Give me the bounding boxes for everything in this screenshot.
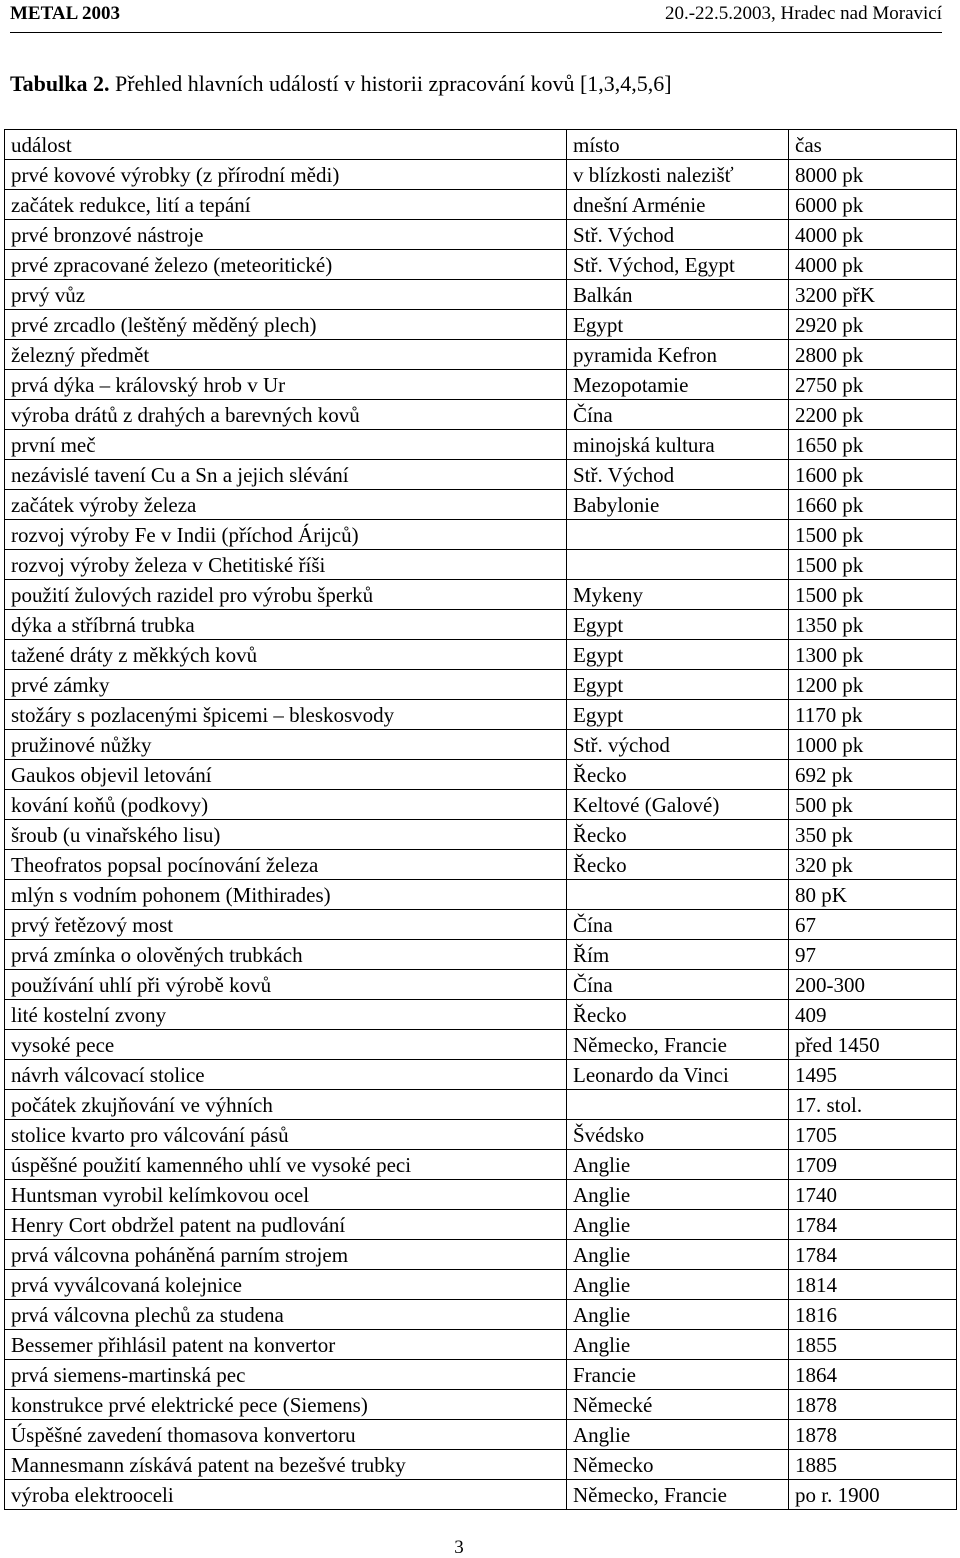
- table-row: [5, 700, 957, 730]
- table-row: [5, 880, 957, 910]
- cell-time: 200-300: [789, 970, 957, 1000]
- table-row: [5, 610, 957, 640]
- conference-name: METAL 2003: [10, 3, 120, 24]
- cell-event: prvá zmínka o olověných trubkách: [5, 940, 567, 970]
- table-row: [5, 1300, 957, 1330]
- table-row: [5, 850, 957, 880]
- cell-time: 2800 pk: [789, 340, 957, 370]
- table-row: [5, 160, 957, 190]
- table-row: [5, 1420, 957, 1450]
- table-row: [5, 1330, 957, 1360]
- cell-event: prvá válcovna poháněná parním strojem: [5, 1240, 567, 1270]
- cell-place: Egypt: [567, 610, 789, 640]
- cell-place: Německo, Francie: [567, 1030, 789, 1060]
- cell-time: 409: [789, 1000, 957, 1030]
- conference-date-place: 20.-22.5.2003, Hradec nad Moravicí: [664, 3, 942, 24]
- cell-event: mlýn s vodním pohonem (Mithirades): [5, 880, 567, 910]
- cell-place: Anglie: [567, 1240, 789, 1270]
- cell-event: Gaukos objevil letování: [5, 760, 567, 790]
- cell-event: prvý řetězový most: [5, 910, 567, 940]
- table-row: [5, 970, 957, 1000]
- table-row: [5, 1240, 957, 1270]
- cell-time: 1885: [789, 1450, 957, 1480]
- cell-place: v blízkosti nalezišť: [567, 160, 789, 190]
- cell-event: první meč: [5, 430, 567, 460]
- cell-event: dýka a stříbrná trubka: [5, 610, 567, 640]
- cell-place: Stř. Východ: [567, 220, 789, 250]
- cell-time: 80 pK: [789, 880, 957, 910]
- page-header: [10, 2, 942, 33]
- table-row: [5, 670, 957, 700]
- table-row: [5, 340, 957, 370]
- cell-time: 8000 pk: [789, 160, 957, 190]
- table-row: [5, 1270, 957, 1300]
- cell-place: Francie: [567, 1360, 789, 1390]
- cell-place: Egypt: [567, 310, 789, 340]
- table-row: [5, 280, 957, 310]
- cell-place: minojská kultura: [567, 430, 789, 460]
- cell-time: 2750 pk: [789, 370, 957, 400]
- cell-event: rozvoj výroby železa v Chetitiské říši: [5, 550, 567, 580]
- table-row: [5, 370, 957, 400]
- table-row: [5, 310, 957, 340]
- cell-event: prvé kovové výrobky (z přírodní mědi): [5, 160, 567, 190]
- cell-event: rozvoj výroby Fe v Indii (příchod Árijců): [5, 520, 567, 550]
- table-row: [5, 400, 957, 430]
- table-row: [5, 1360, 957, 1390]
- cell-event: prvé zrcadlo (leštěný měděný plech): [5, 310, 567, 340]
- column-header-time: čas: [789, 130, 957, 160]
- cell-place: Stř. východ: [567, 730, 789, 760]
- cell-event: prvé bronzové nástroje: [5, 220, 567, 250]
- table-row: [5, 910, 957, 940]
- table-row: [5, 490, 957, 520]
- cell-event: začátek výroby železa: [5, 490, 567, 520]
- table-row: [5, 250, 957, 280]
- cell-event: použití žulových razidel pro výrobu šperků: [5, 580, 567, 610]
- cell-time: 1170 pk: [789, 700, 957, 730]
- cell-time: 1855: [789, 1330, 957, 1360]
- cell-event: prvá siemens-martinská pec: [5, 1360, 567, 1390]
- cell-time: 17. stol.: [789, 1090, 957, 1120]
- cell-time: 692 pk: [789, 760, 957, 790]
- page-number: 3: [454, 1537, 464, 1558]
- cell-place: [567, 520, 789, 550]
- column-header-event: událost: [5, 130, 567, 160]
- table-caption: [10, 70, 672, 98]
- cell-time: 1200 pk: [789, 670, 957, 700]
- cell-event: Bessemer přihlásil patent na konvertor: [5, 1330, 567, 1360]
- cell-event: používání uhlí při výrobě kovů: [5, 970, 567, 1000]
- cell-event: vysoké pece: [5, 1030, 567, 1060]
- cell-time: 4000 pk: [789, 250, 957, 280]
- table-row: [5, 1480, 957, 1510]
- cell-place: Stř. Východ: [567, 460, 789, 490]
- cell-event: výroba drátů z drahých a barevných kovů: [5, 400, 567, 430]
- table-row: [5, 940, 957, 970]
- table-row: [5, 430, 957, 460]
- cell-time: 320 pk: [789, 850, 957, 880]
- cell-event: Mannesmann získává patent na bezešvé trubky: [5, 1450, 567, 1480]
- cell-place: Stř. Východ, Egypt: [567, 250, 789, 280]
- cell-time: 1878: [789, 1390, 957, 1420]
- column-header-place: místo: [567, 130, 789, 160]
- cell-time: 1495: [789, 1060, 957, 1090]
- cell-event: prvá dýka – královský hrob v Ur: [5, 370, 567, 400]
- cell-time: 67: [789, 910, 957, 940]
- cell-time: 1500 pk: [789, 550, 957, 580]
- cell-event: úspěšné použití kamenného uhlí ve vysoké peci: [5, 1150, 567, 1180]
- table-row: [5, 640, 957, 670]
- cell-place: Řecko: [567, 760, 789, 790]
- cell-time: 6000 pk: [789, 190, 957, 220]
- cell-event: počátek zkujňování ve výhních: [5, 1090, 567, 1120]
- cell-place: Keltové (Galové): [567, 790, 789, 820]
- cell-place: Čína: [567, 910, 789, 940]
- cell-place: Řecko: [567, 1000, 789, 1030]
- cell-place: Německo: [567, 1450, 789, 1480]
- cell-place: pyramida Kefron: [567, 340, 789, 370]
- cell-time: 2200 pk: [789, 400, 957, 430]
- table-row: [5, 520, 957, 550]
- cell-event: začátek redukce, lití a tepání: [5, 190, 567, 220]
- table-caption-label: Tabulka 2.: [10, 71, 110, 96]
- cell-time: 1500 pk: [789, 520, 957, 550]
- cell-event: nezávislé tavení Cu a Sn a jejich slévání: [5, 460, 567, 490]
- table-row: [5, 1210, 957, 1240]
- cell-place: Německé: [567, 1390, 789, 1420]
- table-caption-text: Přehled hlavních událostí v historii zpracování kovů [1,3,4,5,6]: [109, 71, 672, 96]
- cell-event: prvá vyválcovaná kolejnice: [5, 1270, 567, 1300]
- cell-time: 1864: [789, 1360, 957, 1390]
- table-row: [5, 1450, 957, 1480]
- table-row: [5, 790, 957, 820]
- cell-time: před 1450: [789, 1030, 957, 1060]
- cell-event: stolice kvarto pro válcování pásů: [5, 1120, 567, 1150]
- cell-event: tažené dráty z měkkých kovů: [5, 640, 567, 670]
- cell-place: Anglie: [567, 1180, 789, 1210]
- cell-time: 1709: [789, 1150, 957, 1180]
- cell-event: šroub (u vinařského lisu): [5, 820, 567, 850]
- cell-event: prvý vůz: [5, 280, 567, 310]
- cell-place: Egypt: [567, 700, 789, 730]
- cell-place: Mezopotamie: [567, 370, 789, 400]
- cell-place: Řecko: [567, 820, 789, 850]
- cell-place: dnešní Arménie: [567, 190, 789, 220]
- table-row: [5, 730, 957, 760]
- cell-event: výroba elektrooceli: [5, 1480, 567, 1510]
- cell-event: stožáry s pozlacenými špicemi – bleskosvody: [5, 700, 567, 730]
- table-row: [5, 580, 957, 610]
- cell-place: Anglie: [567, 1150, 789, 1180]
- cell-place: Řím: [567, 940, 789, 970]
- cell-place: Leonardo da Vinci: [567, 1060, 789, 1090]
- cell-place: Balkán: [567, 280, 789, 310]
- table-row: [5, 1060, 957, 1090]
- cell-place: Anglie: [567, 1300, 789, 1330]
- cell-time: 1300 pk: [789, 640, 957, 670]
- table-row: [5, 550, 957, 580]
- cell-event: železný předmět: [5, 340, 567, 370]
- cell-event: prvé zámky: [5, 670, 567, 700]
- cell-time: 3200 přK: [789, 280, 957, 310]
- cell-place: Švédsko: [567, 1120, 789, 1150]
- cell-place: Čína: [567, 400, 789, 430]
- table-row: [5, 1090, 957, 1120]
- cell-time: 4000 pk: [789, 220, 957, 250]
- cell-place: Egypt: [567, 670, 789, 700]
- cell-event: Huntsman vyrobil kelímkovou ocel: [5, 1180, 567, 1210]
- cell-time: 1600 pk: [789, 460, 957, 490]
- cell-time: 1740: [789, 1180, 957, 1210]
- table-row: [5, 760, 957, 790]
- cell-place: Anglie: [567, 1210, 789, 1240]
- table-row: [5, 220, 957, 250]
- table-row: [5, 820, 957, 850]
- cell-place: Čína: [567, 970, 789, 1000]
- cell-event: pružinové nůžky: [5, 730, 567, 760]
- cell-event: Henry Cort obdržel patent na pudlování: [5, 1210, 567, 1240]
- cell-time: 500 pk: [789, 790, 957, 820]
- table-row: [5, 1150, 957, 1180]
- table-row: [5, 1180, 957, 1210]
- cell-time: 97: [789, 940, 957, 970]
- cell-time: 1878: [789, 1420, 957, 1450]
- cell-time: po r. 1900: [789, 1480, 957, 1510]
- cell-place: Mykeny: [567, 580, 789, 610]
- cell-event: konstrukce prvé elektrické pece (Siemens): [5, 1390, 567, 1420]
- cell-time: 1660 pk: [789, 490, 957, 520]
- cell-time: 1500 pk: [789, 580, 957, 610]
- table-row: [5, 1000, 957, 1030]
- cell-place: Egypt: [567, 640, 789, 670]
- cell-place: [567, 550, 789, 580]
- cell-time: 2920 pk: [789, 310, 957, 340]
- cell-place: Anglie: [567, 1420, 789, 1450]
- cell-place: Anglie: [567, 1330, 789, 1360]
- cell-time: 1814: [789, 1270, 957, 1300]
- cell-time: 350 pk: [789, 820, 957, 850]
- cell-event: kování koňů (podkovy): [5, 790, 567, 820]
- table-row: [5, 1030, 957, 1060]
- cell-event: Úspěšné zavedení thomasova konvertoru: [5, 1420, 567, 1450]
- cell-time: 1650 pk: [789, 430, 957, 460]
- cell-time: 1000 pk: [789, 730, 957, 760]
- cell-place: [567, 880, 789, 910]
- cell-place: Babylonie: [567, 490, 789, 520]
- table-header-row: [5, 130, 957, 160]
- cell-time: 1350 pk: [789, 610, 957, 640]
- events-table: [4, 129, 957, 1510]
- table-row: [5, 460, 957, 490]
- cell-place: Německo, Francie: [567, 1480, 789, 1510]
- cell-time: 1705: [789, 1120, 957, 1150]
- cell-event: návrh válcovací stolice: [5, 1060, 567, 1090]
- cell-event: prvé zpracované železo (meteoritické): [5, 250, 567, 280]
- cell-time: 1784: [789, 1240, 957, 1270]
- cell-place: Anglie: [567, 1270, 789, 1300]
- cell-place: Řecko: [567, 850, 789, 880]
- cell-place: [567, 1090, 789, 1120]
- table-row: [5, 1390, 957, 1420]
- table-row: [5, 190, 957, 220]
- table-row: [5, 1120, 957, 1150]
- cell-time: 1784: [789, 1210, 957, 1240]
- cell-event: lité kostelní zvony: [5, 1000, 567, 1030]
- cell-time: 1816: [789, 1300, 957, 1330]
- cell-event: Theofratos popsal pocínování železa: [5, 850, 567, 880]
- cell-event: prvá válcovna plechů za studena: [5, 1300, 567, 1330]
